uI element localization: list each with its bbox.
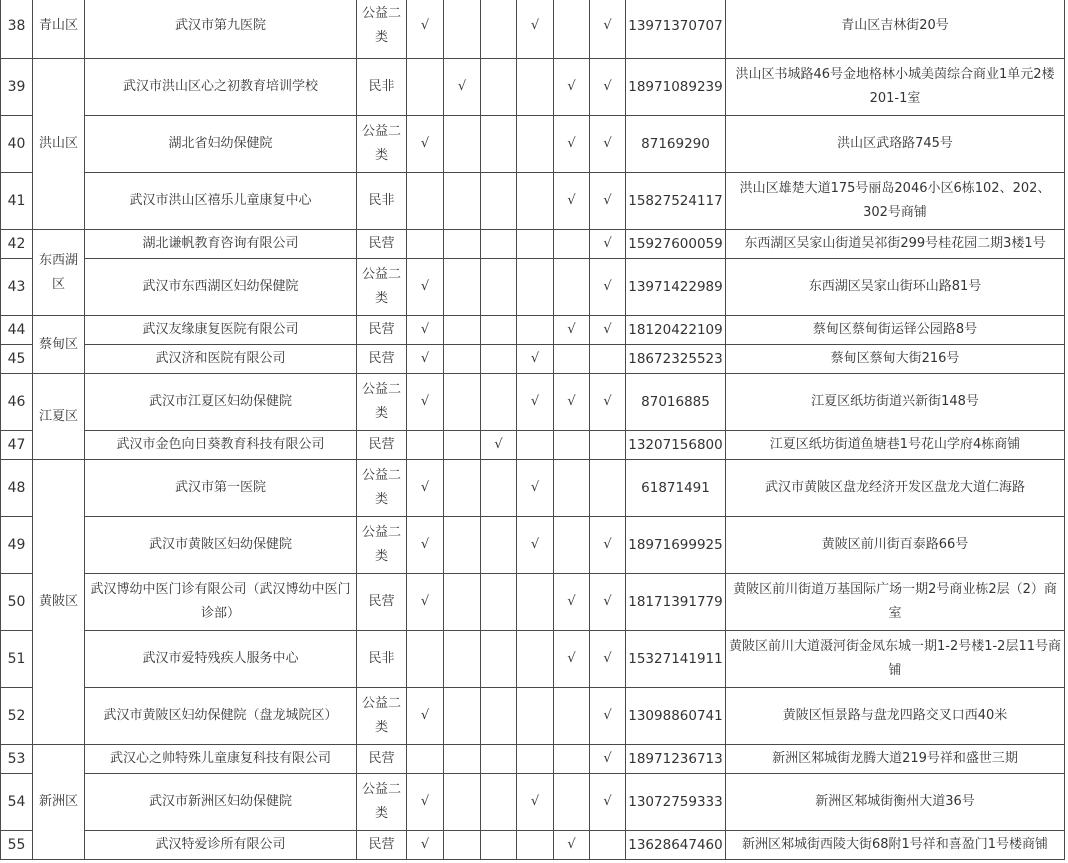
- row-number: 50: [1, 574, 33, 631]
- service-check-5: [554, 345, 590, 374]
- service-check-2: [444, 173, 481, 230]
- service-check-6: [590, 431, 626, 460]
- institution-type: 民非: [357, 59, 407, 116]
- service-check-2: [444, 745, 481, 774]
- institution-name: 武汉市东西湖区妇幼保健院: [85, 259, 357, 316]
- address-cell: 东西湖区吴家山街环山路81号: [726, 259, 1065, 316]
- service-check-3: [481, 631, 517, 688]
- service-check-3: [481, 0, 517, 59]
- service-check-2: [444, 774, 481, 831]
- institution-type: 公益二类: [357, 0, 407, 59]
- service-check-3: [481, 59, 517, 116]
- service-check-3: [481, 345, 517, 374]
- service-check-4: √: [517, 517, 554, 574]
- address-cell: 青山区吉林街20号: [726, 0, 1065, 59]
- institution-type: 公益二类: [357, 116, 407, 173]
- service-check-2: [444, 345, 481, 374]
- address-cell: 洪山区武珞路745号: [726, 116, 1065, 173]
- phone-number: 18120422109: [626, 316, 726, 345]
- phone-number: 18672325523: [626, 345, 726, 374]
- row-number: 40: [1, 116, 33, 173]
- institution-name: 武汉心之帅特殊儿童康复科技有限公司: [85, 745, 357, 774]
- address-cell: 黄陂区恒景路与盘龙四路交叉口西40米: [726, 688, 1065, 745]
- service-check-3: [481, 460, 517, 517]
- row-number: 52: [1, 688, 33, 745]
- service-check-5: [554, 431, 590, 460]
- service-check-6: √: [590, 517, 626, 574]
- address-cell: 洪山区书城路46号金地格林小城美茵综合商业1单元2楼201-1室: [726, 59, 1065, 116]
- institution-type: 公益二类: [357, 517, 407, 574]
- service-check-1: √: [407, 345, 444, 374]
- service-check-2: [444, 374, 481, 431]
- service-check-3: [481, 688, 517, 745]
- service-check-6: √: [590, 774, 626, 831]
- service-check-2: [444, 116, 481, 173]
- row-number: 38: [1, 0, 33, 59]
- table-row: [1, 688, 1065, 745]
- service-check-6: √: [590, 688, 626, 745]
- institution-name: 武汉友缘康复医院有限公司: [85, 316, 357, 345]
- service-check-5: √: [554, 831, 590, 860]
- phone-number: 13072759333: [626, 774, 726, 831]
- institution-name: 武汉市第九医院: [85, 0, 357, 59]
- institution-type: 民营: [357, 316, 407, 345]
- service-check-2: [444, 230, 481, 259]
- institution-type: 民营: [357, 345, 407, 374]
- table-row: [1, 230, 1065, 259]
- institution-type: 公益二类: [357, 460, 407, 517]
- service-check-4: [517, 259, 554, 316]
- district-cell: 青山区: [33, 0, 85, 59]
- service-check-3: [481, 745, 517, 774]
- table-row: [1, 0, 1065, 59]
- service-check-3: [481, 116, 517, 173]
- row-number: 51: [1, 631, 33, 688]
- table-row: [1, 574, 1065, 631]
- service-check-6: √: [590, 59, 626, 116]
- institution-name: 湖北谦帆教育咨询有限公司: [85, 230, 357, 259]
- service-check-2: [444, 0, 481, 59]
- table-row: [1, 517, 1065, 574]
- service-check-3: [481, 574, 517, 631]
- service-check-6: √: [590, 116, 626, 173]
- institution-name: 武汉市洪山区禧乐儿童康复中心: [85, 173, 357, 230]
- service-check-2: [444, 460, 481, 517]
- institution-type: 民营: [357, 831, 407, 860]
- address-cell: 新洲区邾城街龙腾大道219号祥和盛世三期: [726, 745, 1065, 774]
- service-check-6: [590, 831, 626, 860]
- phone-number: 61871491: [626, 460, 726, 517]
- service-check-5: [554, 688, 590, 745]
- row-number: 55: [1, 831, 33, 860]
- service-check-1: [407, 631, 444, 688]
- service-check-2: [444, 574, 481, 631]
- phone-number: 13971422989: [626, 259, 726, 316]
- phone-number: 87169290: [626, 116, 726, 173]
- institution-name: 武汉市爱特残疾人服务中心: [85, 631, 357, 688]
- service-check-6: √: [590, 374, 626, 431]
- service-check-5: √: [554, 631, 590, 688]
- service-check-1: √: [407, 517, 444, 574]
- service-check-6: √: [590, 574, 626, 631]
- institution-type: 公益二类: [357, 374, 407, 431]
- address-cell: 黄陂区前川街道万基国际广场一期2号商业栋2层（2）商室: [726, 574, 1065, 631]
- district-cell: 新洲区: [33, 745, 85, 860]
- address-cell: 江夏区纸坊街道鱼塘巷1号花山学府4栋商铺: [726, 431, 1065, 460]
- address-cell: 东西湖区吴家山街道吴祁街299号桂花园二期3楼1号: [726, 230, 1065, 259]
- address-cell: 蔡甸区蔡甸街运铎公园路8号: [726, 316, 1065, 345]
- service-check-5: [554, 259, 590, 316]
- phone-number: 13971370707: [626, 0, 726, 59]
- institution-name: 武汉市黄陂区妇幼保健院: [85, 517, 357, 574]
- table-row: [1, 316, 1065, 345]
- row-number: 42: [1, 230, 33, 259]
- service-check-4: [517, 831, 554, 860]
- service-check-4: [517, 59, 554, 116]
- service-check-1: √: [407, 774, 444, 831]
- service-check-1: √: [407, 831, 444, 860]
- service-check-6: √: [590, 631, 626, 688]
- service-check-4: [517, 316, 554, 345]
- service-check-5: [554, 460, 590, 517]
- service-check-1: √: [407, 574, 444, 631]
- institution-name: 武汉特爱诊所有限公司: [85, 831, 357, 860]
- service-check-4: [517, 688, 554, 745]
- service-check-4: [517, 574, 554, 631]
- row-number: 44: [1, 316, 33, 345]
- service-check-1: [407, 745, 444, 774]
- service-check-4: [517, 431, 554, 460]
- table-row: [1, 345, 1065, 374]
- phone-number: 15327141911: [626, 631, 726, 688]
- service-check-5: √: [554, 116, 590, 173]
- institution-type: 公益二类: [357, 688, 407, 745]
- institution-name: 武汉市江夏区妇幼保健院: [85, 374, 357, 431]
- institution-type: 公益二类: [357, 774, 407, 831]
- row-number: 54: [1, 774, 33, 831]
- row-number: 53: [1, 745, 33, 774]
- table-row: [1, 631, 1065, 688]
- service-check-1: [407, 59, 444, 116]
- address-cell: 黄陂区前川街百泰路66号: [726, 517, 1065, 574]
- table-row: [1, 831, 1065, 860]
- service-check-5: √: [554, 374, 590, 431]
- service-check-4: [517, 173, 554, 230]
- service-check-3: [481, 173, 517, 230]
- institution-name: 湖北省妇幼保健院: [85, 116, 357, 173]
- phone-number: 15927600059: [626, 230, 726, 259]
- service-check-4: [517, 230, 554, 259]
- phone-number: 13098860741: [626, 688, 726, 745]
- institution-name: 武汉市金色向日葵教育科技有限公司: [85, 431, 357, 460]
- service-check-1: √: [407, 688, 444, 745]
- service-check-2: [444, 259, 481, 316]
- table-row: [1, 173, 1065, 230]
- address-cell: 武汉市黄陂区盘龙经济开发区盘龙大道仁海路: [726, 460, 1065, 517]
- service-check-6: √: [590, 0, 626, 59]
- service-check-1: √: [407, 460, 444, 517]
- service-check-1: √: [407, 374, 444, 431]
- service-check-4: [517, 631, 554, 688]
- institution-type: 民营: [357, 745, 407, 774]
- phone-number: 18171391779: [626, 574, 726, 631]
- service-check-3: [481, 230, 517, 259]
- service-check-1: [407, 230, 444, 259]
- institution-type: 民营: [357, 431, 407, 460]
- service-check-4: √: [517, 460, 554, 517]
- service-check-1: √: [407, 0, 444, 59]
- service-check-4: √: [517, 0, 554, 59]
- row-number: 45: [1, 345, 33, 374]
- service-check-3: [481, 517, 517, 574]
- service-check-1: [407, 173, 444, 230]
- address-cell: 洪山区雄楚大道175号丽岛2046小区6栋102、202、302号商铺: [726, 173, 1065, 230]
- row-number: 48: [1, 460, 33, 517]
- district-cell: 蔡甸区: [33, 316, 85, 374]
- service-check-2: [444, 831, 481, 860]
- address-cell: 江夏区纸坊街道兴新街148号: [726, 374, 1065, 431]
- address-cell: 黄陂区前川大道滠河街金凤东城一期1-2号楼1-2层11号商铺: [726, 631, 1065, 688]
- service-check-4: √: [517, 774, 554, 831]
- service-check-5: √: [554, 173, 590, 230]
- phone-number: 87016885: [626, 374, 726, 431]
- service-check-6: [590, 460, 626, 517]
- institution-name: 武汉市洪山区心之初教育培训学校: [85, 59, 357, 116]
- row-number: 43: [1, 259, 33, 316]
- table-row: [1, 774, 1065, 831]
- phone-number: 18971236713: [626, 745, 726, 774]
- service-check-6: √: [590, 230, 626, 259]
- service-check-3: [481, 259, 517, 316]
- service-check-2: [444, 517, 481, 574]
- service-check-5: √: [554, 59, 590, 116]
- district-cell: 黄陂区: [33, 460, 85, 745]
- service-check-2: √: [444, 59, 481, 116]
- district-cell: 东西湖区: [33, 230, 85, 316]
- row-number: 41: [1, 173, 33, 230]
- service-check-5: [554, 0, 590, 59]
- institution-type: 民非: [357, 631, 407, 688]
- service-check-5: [554, 745, 590, 774]
- service-check-2: [444, 431, 481, 460]
- institution-name: 武汉市新洲区妇幼保健院: [85, 774, 357, 831]
- phone-number: 15827524117: [626, 173, 726, 230]
- table-row: [1, 460, 1065, 517]
- institution-name: 武汉市黄陂区妇幼保健院（盘龙城院区）: [85, 688, 357, 745]
- service-check-6: √: [590, 259, 626, 316]
- service-check-2: [444, 631, 481, 688]
- institution-type: 民非: [357, 173, 407, 230]
- institution-type: 公益二类: [357, 259, 407, 316]
- service-check-4: [517, 116, 554, 173]
- institution-type: 民营: [357, 230, 407, 259]
- row-number: 46: [1, 374, 33, 431]
- table-row: [1, 116, 1065, 173]
- service-check-6: √: [590, 173, 626, 230]
- service-check-5: [554, 774, 590, 831]
- district-cell: 江夏区: [33, 374, 85, 460]
- service-check-6: √: [590, 316, 626, 345]
- service-check-3: [481, 316, 517, 345]
- table-row: [1, 59, 1065, 116]
- service-check-1: [407, 431, 444, 460]
- phone-number: 18971089239: [626, 59, 726, 116]
- table-row: [1, 259, 1065, 316]
- institution-name: 武汉济和医院有限公司: [85, 345, 357, 374]
- service-check-4: √: [517, 345, 554, 374]
- service-check-5: √: [554, 574, 590, 631]
- service-check-2: [444, 688, 481, 745]
- service-check-5: √: [554, 316, 590, 345]
- table-row: [1, 431, 1065, 460]
- table-row: [1, 374, 1065, 431]
- service-check-2: [444, 316, 481, 345]
- service-check-6: [590, 345, 626, 374]
- service-check-1: √: [407, 316, 444, 345]
- service-check-4: √: [517, 374, 554, 431]
- service-check-6: √: [590, 745, 626, 774]
- service-check-5: [554, 517, 590, 574]
- service-check-4: [517, 745, 554, 774]
- phone-number: 13628647460: [626, 831, 726, 860]
- service-check-1: √: [407, 116, 444, 173]
- address-cell: 新洲区邾城街西陵大街68附1号祥和喜盈门1号楼商铺: [726, 831, 1065, 860]
- institution-name: 武汉市第一医院: [85, 460, 357, 517]
- phone-number: 18971699925: [626, 517, 726, 574]
- table-row: [1, 745, 1065, 774]
- row-number: 39: [1, 59, 33, 116]
- row-number: 47: [1, 431, 33, 460]
- service-check-3: √: [481, 431, 517, 460]
- service-check-5: [554, 230, 590, 259]
- address-cell: 新洲区邾城街衡州大道36号: [726, 774, 1065, 831]
- row-number: 49: [1, 517, 33, 574]
- service-check-3: [481, 374, 517, 431]
- phone-number: 13207156800: [626, 431, 726, 460]
- address-cell: 蔡甸区蔡甸大街216号: [726, 345, 1065, 374]
- service-check-3: [481, 774, 517, 831]
- institution-type: 民营: [357, 574, 407, 631]
- district-cell: 洪山区: [33, 59, 85, 230]
- institution-name: 武汉博幼中医门诊有限公司（武汉博幼中医门诊部）: [85, 574, 357, 631]
- service-check-1: √: [407, 259, 444, 316]
- service-check-3: [481, 831, 517, 860]
